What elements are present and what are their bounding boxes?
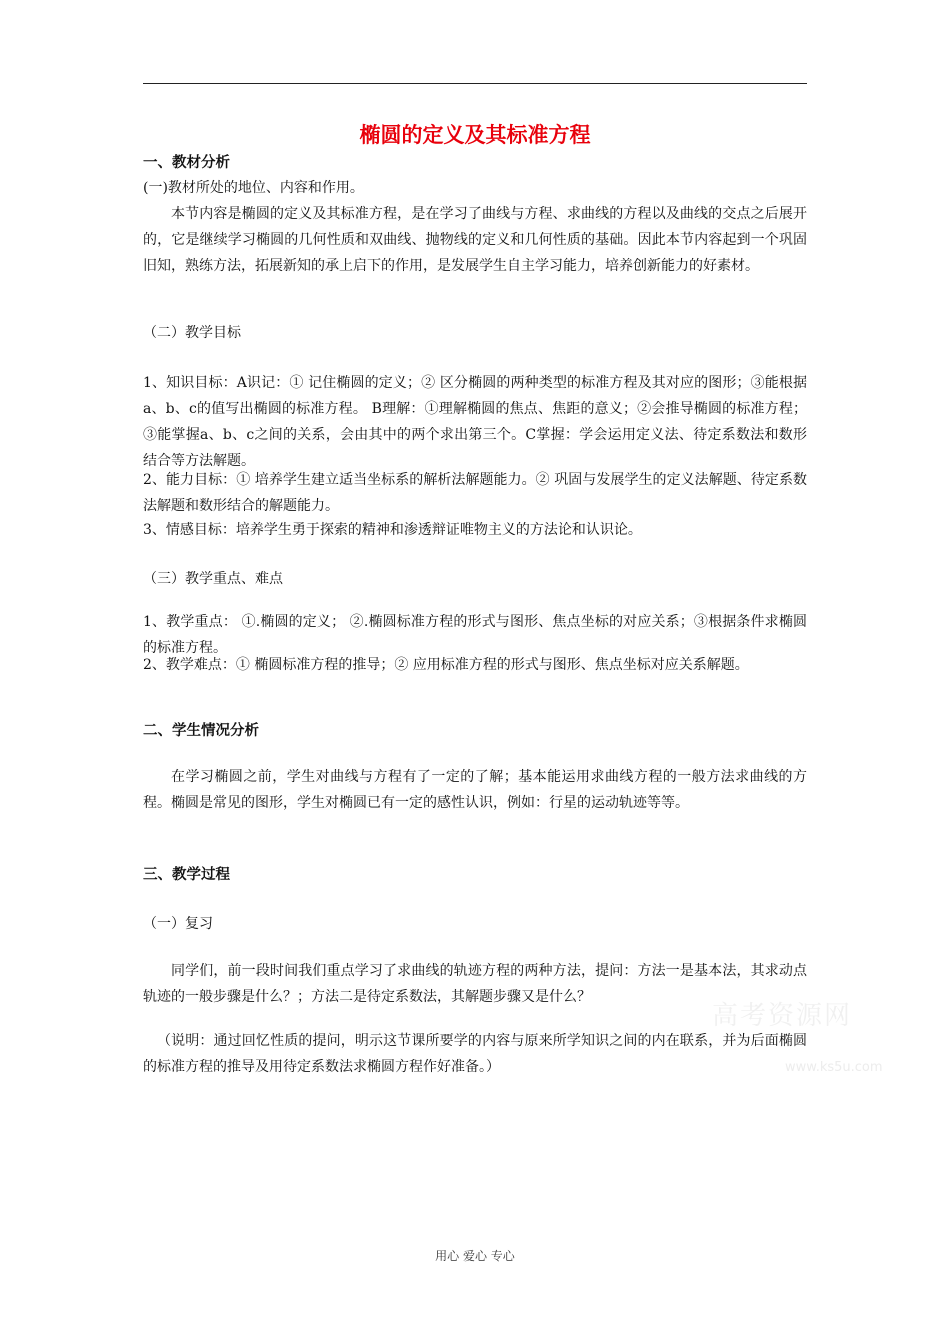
document-title: 椭圆的定义及其标准方程	[359, 123, 591, 147]
difficult-points: 2、教学难点：① 椭圆标准方程的推导；② 应用标准方程的形式与图形、焦点坐标对应关系解题。	[143, 657, 749, 673]
subheading-key-points: （三）教学重点、难点	[143, 571, 283, 587]
goal-ability: 2、能力目标：① 培养学生建立适当坐标系的解析法解题能力。② 巩固与发展学生的定义法解题、待定系数法解题和数形结合的解题能力。	[143, 472, 807, 514]
paragraph-position: 本节内容是椭圆的定义及其标准方程，是在学习了曲线与方程、求曲线的方程以及曲线的交点之后展开的，它是继续学习椭圆的几何性质和双曲线、抛物线的定义和几何性质的基础。因此本节内容起到一个巩固旧知，熟练方法，拓展新知的承上启下的作用，是发展学生自主学习能力，培养创新能力的好素材。	[143, 206, 807, 274]
section-heading-materials: 一、教材分析	[143, 155, 230, 171]
goal-emotion: 3、情感目标：培养学生勇于探索的精神和渗透辩证唯物主义的方法论和认识论。	[143, 522, 642, 538]
subheading-position: (一)教材所处的地位、内容和作用。	[143, 180, 364, 196]
watermark-url: www.ks5u.com	[785, 1060, 883, 1075]
section-heading-process: 三、教学过程	[143, 867, 230, 883]
watermark: 高考资源网	[712, 1001, 853, 1031]
paragraph-review: 同学们，前一段时间我们重点学习了求曲线的轨迹方程的两种方法，提问：方法一是基本法，其求动点轨迹的一般步骤是什么？；方法二是待定系数法，其解题步骤又是什么？	[143, 963, 807, 1005]
page-footer: 用心 爱心 专心	[435, 1249, 515, 1263]
paragraph-students: 在学习椭圆之前，学生对曲线与方程有了一定的了解；基本能运用求曲线方程的一般方法求曲线的方程。椭圆是常见的图形，学生对椭圆已有一定的感性认识，例如：行星的运动轨迹等等。	[143, 769, 807, 811]
subheading-goals: （二）教学目标	[143, 325, 241, 341]
subheading-review: （一）复习	[143, 916, 213, 932]
note-explanation: （说明：通过回忆性质的提问，明示这节课所要学的内容与原来所学知识之间的内在联系，并为后面椭圆的标准方程的推导及用待定系数法求椭圆方程作好准备。）	[143, 1033, 807, 1075]
section-heading-students: 二、学生情况分析	[143, 723, 259, 739]
header-rule	[143, 83, 807, 84]
key-points: 1、教学重点： ①.椭圆的定义； ②.椭圆标准方程的形式与图形、焦点坐标的对应关系；③根据条件求椭圆的标准方程。	[143, 614, 807, 656]
goal-knowledge: 1、知识目标：A识记：① 记住椭圆的定义；② 区分椭圆的两种类型的标准方程及其对应的图形；③能根据a、b、c的值写出椭圆的标准方程。 B理解：①理解椭圆的焦点、焦距的意义；②会推导椭圆的标准方程；③能掌握a、b、c之间的关系，会由其中的两个求出第三个。C掌握：学会运用定义法、待定系数法和数形结合等方法解题。	[143, 375, 807, 469]
